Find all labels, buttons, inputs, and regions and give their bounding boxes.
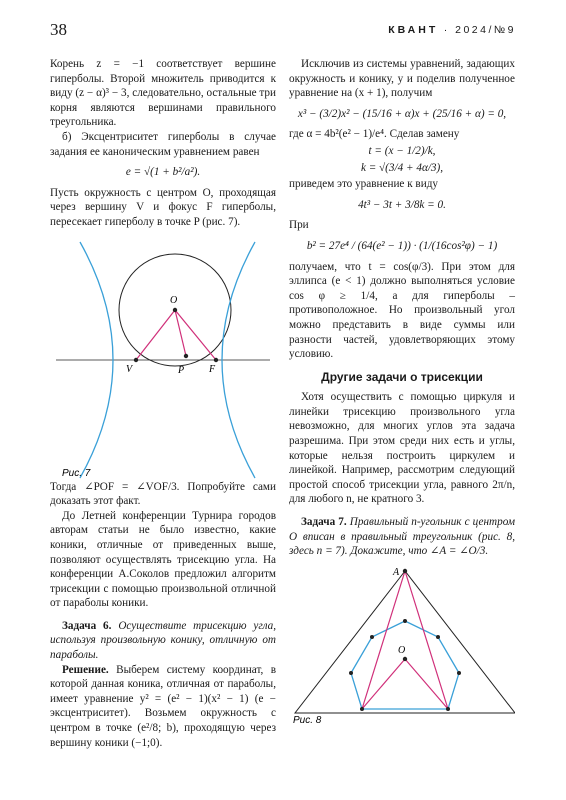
formula: 4t³ − 3t + 3/8k = 0.	[358, 198, 446, 211]
formula: b² = 27e⁴ / (64(e² − 1)) · (1/(16cos²φ) − 1)	[306, 239, 498, 252]
paragraph: Исключив из системы уравнений, задающих окружность и конику, y и поделив полученное уравнение на (x + 1), получим	[289, 58, 515, 100]
section-heading: Другие задачи о трисекции	[321, 369, 483, 384]
formula: t = (x − 1/2)/k,	[368, 144, 436, 157]
figure-7-caption: Рис. 7	[62, 467, 91, 479]
task-6: Задача 6. Осуществите трисекцию угла, используя произвольную конику, отличную от параболы.	[50, 619, 276, 662]
label-O: O	[398, 644, 406, 656]
paragraph: Тогда ∠POF = ∠VOF/3. Попробуйте сами доказать этот факт.	[50, 480, 276, 508]
label-O: O	[170, 294, 178, 306]
label-A: A	[393, 566, 400, 578]
page-header	[50, 20, 516, 42]
paragraph: приведем это уравнение к виду	[289, 178, 438, 191]
point-O	[403, 657, 407, 661]
paragraph: Пусть окружность с центром O, проходящая через вершину V и фокус F гиперболы, пересекает гиперболу в точке P (рис. 7).	[50, 186, 276, 228]
formula: x³ − (3/2)x² − (15/16 + α)x + (25/16 + α) = 0,	[297, 107, 507, 120]
trisection-lines	[362, 571, 448, 709]
heptagon-triangle-diagram	[289, 563, 515, 725]
point-V	[134, 357, 138, 361]
angle-VOF	[136, 310, 216, 360]
paragraph: Хотя осуществить с помощью циркуля и линейки трисекцию произвольного угла невозможно, для многих углов эта задача разрешима. При этом среди них есть и углы, которые нельзя построить циркулем и линейкой. Например, рассмотрим следующий простой способ трисекции угла, равного 2π/n, для любого n, не кратного 3.	[289, 391, 515, 506]
figure-7	[50, 232, 276, 480]
figure-8-caption: Рис. 8	[293, 714, 322, 725]
formula: k = √(3/4 + 4α/3),	[360, 161, 444, 174]
figure-8	[289, 563, 515, 725]
point-P	[184, 353, 188, 357]
paragraph: При	[289, 219, 309, 232]
page-number: 38	[50, 20, 67, 39]
left-column	[50, 57, 276, 750]
paragraph: где α = 4b²(e² − 1)/e⁴. Сделав замену	[289, 128, 460, 141]
point-A	[403, 569, 407, 573]
point-F	[214, 357, 218, 361]
paragraph: Корень z = −1 соответствует вершине гиперболы. Второй множитель приводится к виду (z − α)³ − 3, следовательно, остальные три корня являются вершинами правильного треугольника.	[50, 58, 276, 129]
task-7: Задача 7. Правильный n-угольник с центром O вписан в правильный треугольник (рис. 8, здесь n = 7). Докажите, что ∠A = ∠O/3.	[289, 516, 515, 558]
paragraph: получаем, что t = cos(φ/3). При этом для эллипса (e < 1) должно выполняться условие cos φ ≥ 1/4, а для гиперболы – противоположное. Но произвольный угол можно представить в виде суммы или разности частей, удовлетворяющих этому условию.	[289, 260, 515, 361]
solution: Решение. Выберем систему координат, в которой данная коника, отличная от параболы, имеет уравнение y² = (e² − 1)(x² − 1) (e − эксцентриситет). Возьмем окружность с центром в точке (e²/8; b), проходящую через вершину коники (−1;0).	[50, 663, 276, 749]
triangle	[295, 571, 515, 713]
heptagon	[351, 621, 459, 709]
paragraph: б) Эксцентриситет гиперболы в случае задания ее каноническим уравнением равен	[50, 130, 276, 158]
paragraph: До Летней конференции Турнира городов авторам статьи не было известно, какие коники, отличные от приведенных выше, позволяют осуществлять трисекцию угла. На конференции А.Соколов предложил алгоритм трисекции с помощью произвольной отличной от параболы коники.	[50, 509, 276, 610]
journal-title: КВАНТ · 2024/№9	[388, 24, 516, 36]
hyperbola-circle-diagram	[50, 232, 276, 480]
point-O	[173, 307, 177, 311]
right-column	[289, 57, 515, 725]
label-V: V	[126, 363, 133, 375]
label-P: P	[178, 364, 185, 376]
label-F: F	[209, 363, 216, 375]
formula: e = √(1 + b²/a²).	[125, 166, 201, 179]
